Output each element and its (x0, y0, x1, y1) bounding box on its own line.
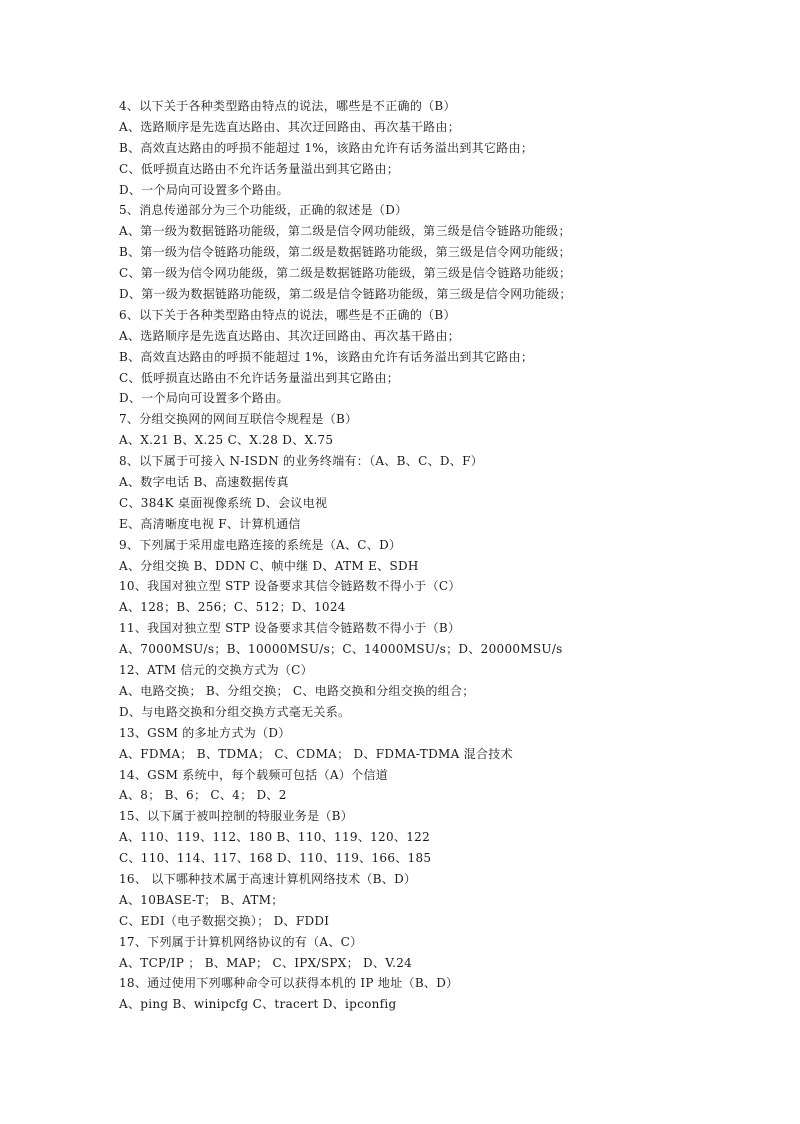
text-line: 14、GSM 系统中，每个载频可包括（A）个信道 (119, 767, 389, 782)
text-line: A、110、119、112、180 B、110、119、120、122 (119, 830, 431, 845)
text-line: A、X.21 B、X.25 C、X.28 D、X.75 (119, 433, 334, 448)
text-line: A、数字电话 B、高速数据传真 (119, 475, 289, 490)
text-line: 15、以下属于被叫控制的特服业务是（B） (119, 809, 354, 824)
document-page (119, 96, 759, 1015)
text-line: A、FDMA； B、TDMA； C、CDMA； D、FDMA-TDMA 混合技术 (119, 746, 513, 761)
text-line: 5、消息传递部分为三个功能级，正确的叙述是（D） (119, 203, 408, 218)
text-line: A、ping B、winipcfg C、tracert D、ipconfig (119, 997, 397, 1012)
text-line: 18、通过使用下列哪种命令可以获得本机的 IP 地址（B、D） (119, 976, 459, 991)
text-line: C、第一级为信令网功能级，第二级是数据链路功能级，第三级是信令链路功能级； (119, 266, 572, 281)
text-line: C、低呼损直达路由不允许话务量溢出到其它路由； (119, 161, 400, 176)
text-line: D、一个局向可设置多个路由。 (119, 182, 289, 197)
text-line: A、分组交换 B、DDN C、帧中继 D、ATM E、SDH (119, 558, 419, 573)
text-line: 16、 以下哪种技术属于高速计算机网络技术（B、D） (119, 871, 417, 886)
text-line: C、EDI（电子数据交换）； D、FDDI (119, 913, 330, 928)
text-line: 9、下列属于采用虚电路连接的系统是（A、C、D） (119, 537, 402, 552)
text-line: 17、下列属于计算机网络协议的有（A、C） (119, 934, 363, 949)
text-line: 12、ATM 信元的交换方式为（C） (119, 663, 313, 678)
text-line: 8、以下属于可接入 N-ISDN 的业务终端有：（A、B、C、D、F） (119, 454, 484, 469)
text-line: D、一个局向可设置多个路由。 (119, 391, 289, 406)
text-line: 7、分组交换网的网间互联信令规程是（B） (119, 412, 358, 427)
text-line: C、低呼损直达路由不允许话务量溢出到其它路由； (119, 370, 400, 385)
text-line: 10、我国对独立型 STP 设备要求其信令链路数不得小于（C） (119, 579, 461, 594)
text-line: A、7000MSU/s；B、10000MSU/s；C、14000MSU/s；D、20000MSU/s (119, 642, 563, 657)
text-line: 6、以下关于各种类型路由特点的说法，哪些是不正确的（B） (119, 307, 456, 322)
text-line: B、高效直达路由的呼损不能超过 1%，该路由允许有话务溢出到其它路由； (119, 349, 534, 364)
text-line: 13、GSM 的多址方式为（D） (119, 725, 291, 740)
text-line: A、选路顺序是先选直达路由、其次迂回路由、再次基干路由； (119, 119, 461, 134)
text-line: 4、以下关于各种类型路由特点的说法，哪些是不正确的（B） (119, 99, 456, 113)
text-line: D、第一级为数据链路功能级，第二级是信令链路功能级，第三级是信令网功能级； (119, 287, 572, 302)
text-line: A、电路交换； B、分组交换； C、电路交换和分组交换的组合； (119, 683, 475, 698)
text-line: A、第一级为数据链路功能级，第二级是信令网功能级，第三级是信令链路功能级； (119, 224, 571, 239)
text-line: C、110、114、117、168 D、110、119、166、185 (119, 851, 432, 866)
text-line: A、10BASE-T； B、ATM； (119, 892, 284, 907)
text-line: B、第一级为信令链路功能级，第二级是数据链路功能级，第三级是信令网功能级； (119, 245, 571, 260)
text-line: B、高效直达路由的呼损不能超过 1%，该路由允许有话务溢出到其它路由； (119, 140, 534, 155)
text-line: 11、我国对独立型 STP 设备要求其信令链路数不得小于（B） (119, 621, 461, 636)
text-line: D、与电路交换和分组交换方式毫无关系。 (119, 704, 351, 719)
text-line: E、高清晰度电视 F、计算机通信 (119, 516, 301, 531)
text-line: A、选路顺序是先选直达路由、其次迂回路由、再次基干路由； (119, 328, 461, 343)
text-line: C、384K 桌面视像系统 D、会议电视 (119, 495, 328, 510)
text-line: A、8； B、6； C、4； D、2 (119, 788, 287, 803)
text-line: A、128；B、256；C、512；D、1024 (119, 600, 346, 615)
text-line: A、TCP/IP ； B、MAP； C、IPX/SPX； D、V.24 (119, 955, 413, 970)
